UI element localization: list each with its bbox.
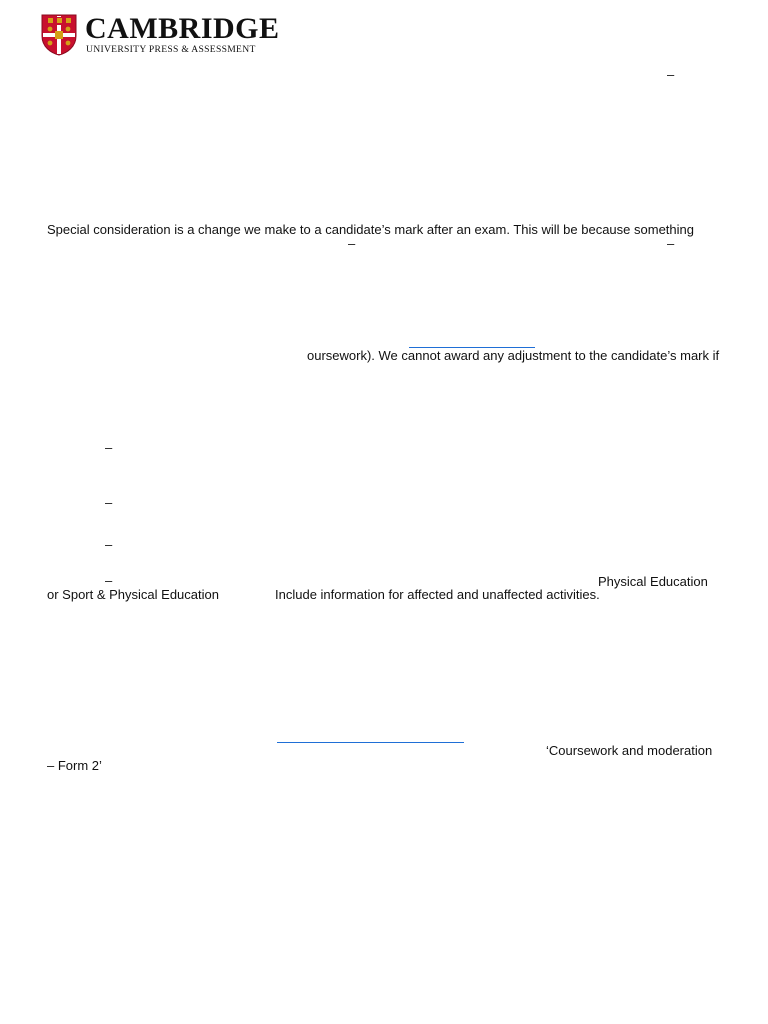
dash-fragment: –	[348, 236, 356, 251]
pe-subject-text: Physical Education	[598, 574, 708, 589]
brand-subtitle: UNIVERSITY PRESS & ASSESSMENT	[86, 44, 256, 55]
dash-fragment: –	[667, 67, 675, 82]
form-title-text: ‘Coursework and moderation	[546, 743, 713, 758]
activities-instruction-text: Include information for affected and unaffected activities.	[275, 587, 600, 602]
sport-pe-subject-text: or Sport & Physical Education	[47, 587, 219, 602]
bullet-dash: –	[105, 440, 113, 455]
dash-fragment: –	[667, 236, 675, 251]
coursework-adjustment-text: oursework). We cannot award any adjustment to the candidate’s mark if	[307, 348, 720, 363]
bullet-dash: –	[105, 537, 113, 552]
bullet-dash: –	[105, 495, 113, 510]
form-name-text: – Form 2’	[47, 758, 102, 773]
bullet-dash: –	[105, 573, 113, 588]
brand-name: CAMBRIDGE	[85, 12, 280, 45]
special-consideration-text: Special consideration is a change we make to a candidate’s mark after an exam. This will be because something	[47, 222, 694, 237]
shield-crest-icon	[41, 14, 77, 56]
cambridge-logo	[41, 14, 281, 58]
hyperlink-underline[interactable]	[277, 742, 464, 743]
